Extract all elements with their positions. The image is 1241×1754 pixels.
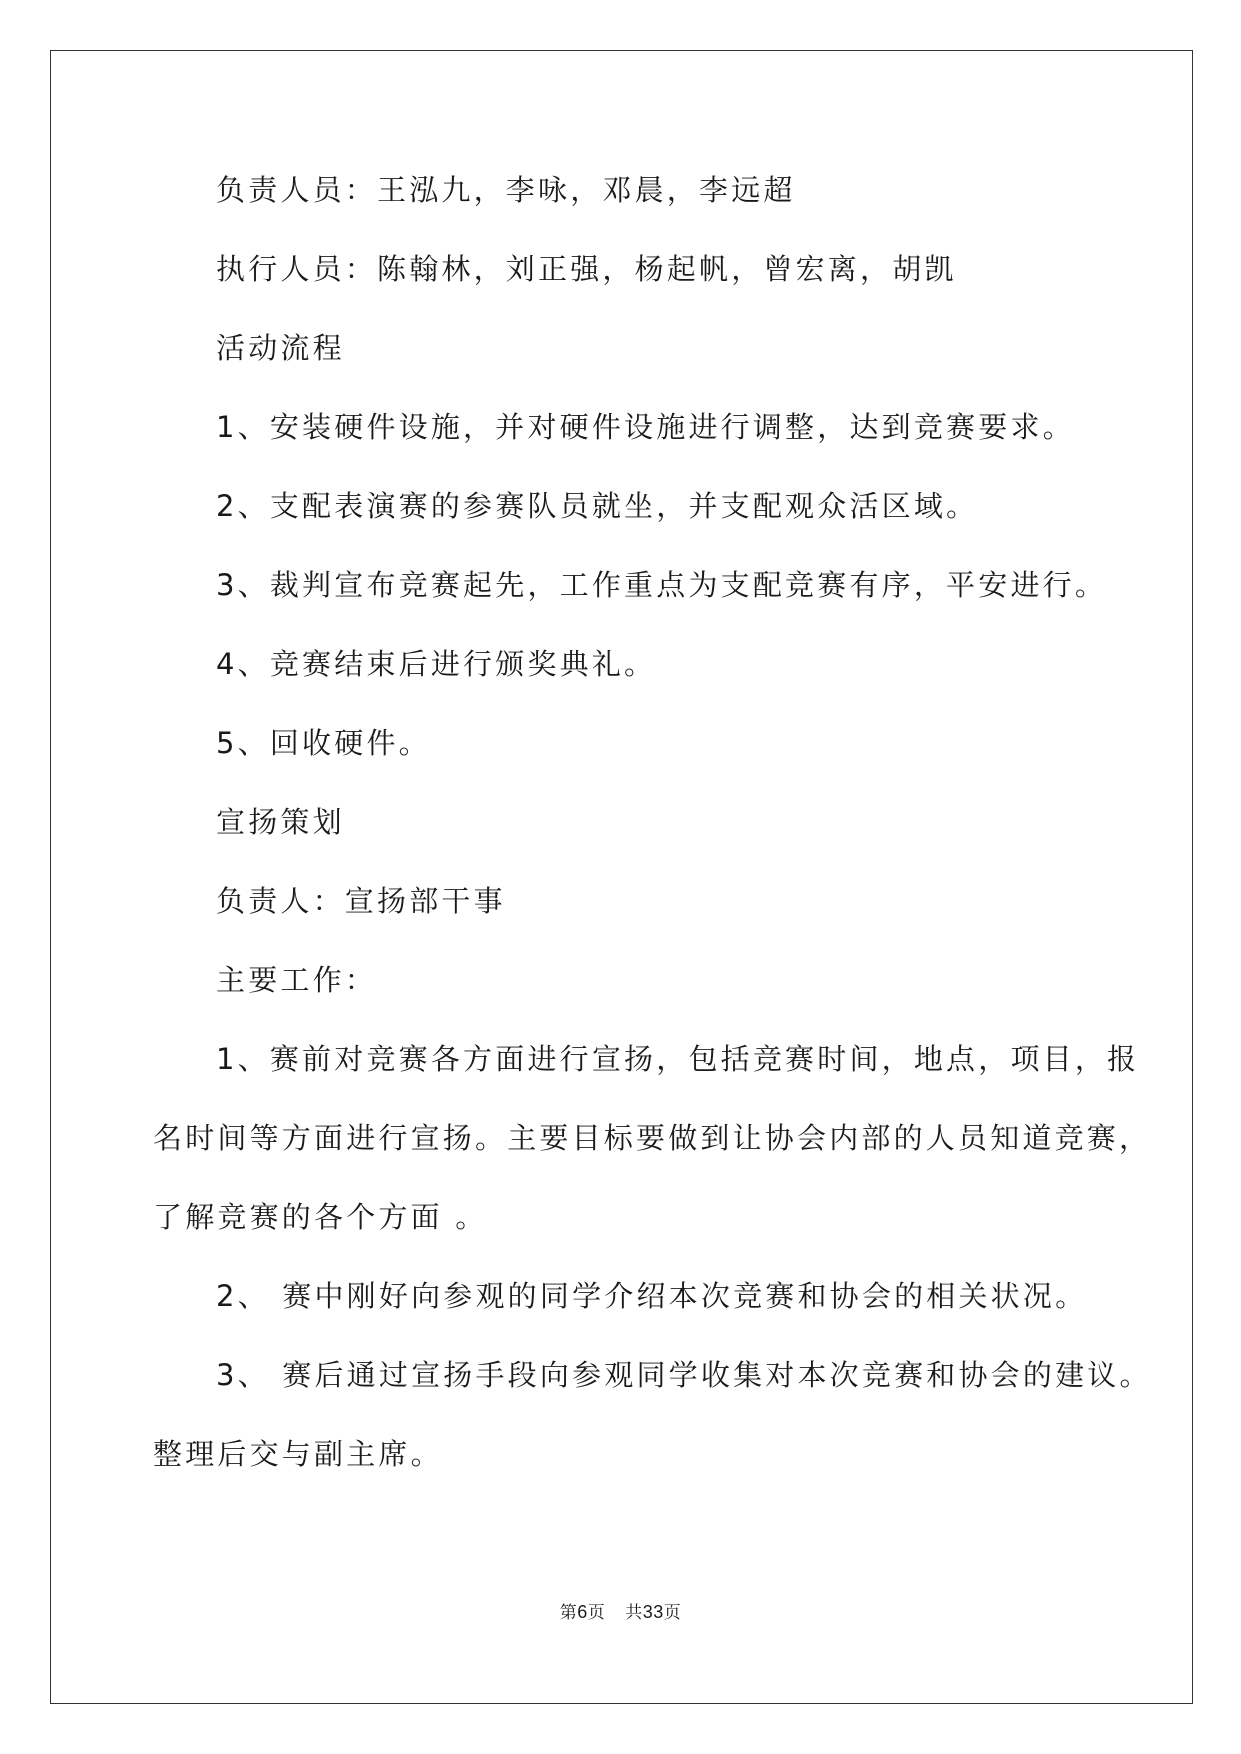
work-item-1-line-3: 了解竞赛的各个方面 。 <box>153 1200 488 1234</box>
responsible-staff-line: 负责人员：王泓九，李咏，邓晨，李远超 <box>216 173 796 207</box>
main-work-heading: 主要工作： <box>216 963 378 997</box>
page-prefix: 第 <box>559 1603 578 1623</box>
total-pages: 33 <box>642 1602 664 1622</box>
total-suffix: 页 <box>663 1603 682 1623</box>
executive-staff-line: 执行人员：陈翰林，刘正强，杨起帆，曾宏离，胡凯 <box>216 252 957 286</box>
work-item-3-line-2: 整理后交与副主席。 <box>153 1437 443 1471</box>
process-step-5: 5、回收硬件。 <box>216 726 431 760</box>
work-item-1-line-2: 名时间等方面进行宣扬。主要目标要做到让协会内部的人员知道竞赛， <box>153 1121 1152 1155</box>
process-step-3: 3、裁判宣布竞赛起先，工作重点为支配竞赛有序，平安进行。 <box>216 568 1108 602</box>
publicity-heading: 宣扬策划 <box>216 805 345 839</box>
process-step-2: 2、支配表演赛的参赛队员就坐，并支配观众活区域。 <box>216 489 979 523</box>
work-item-3-line-1: 3、 赛后通过宣扬手段向参观同学收集对本次竞赛和协会的建议。 <box>216 1358 1152 1392</box>
page-number: 6 <box>577 1602 588 1622</box>
page-suffix: 页 <box>587 1603 606 1623</box>
process-step-4: 4、竞赛结束后进行颁奖典礼。 <box>216 647 657 681</box>
work-item-1-line-1: 1、赛前对竞赛各方面进行宣扬，包括竞赛时间，地点，项目，报 <box>216 1042 1140 1076</box>
publicity-responsible-line: 负责人：宣扬部干事 <box>216 884 506 918</box>
total-prefix: 共 <box>625 1603 643 1623</box>
work-item-2: 2、 赛中刚好向参观的同学介绍本次竞赛和协会的相关状况。 <box>216 1279 1088 1313</box>
page-footer <box>0 1600 1241 1625</box>
process-step-1: 1、安装硬件设施，并对硬件设施进行调整，达到竞赛要求。 <box>216 410 1075 444</box>
activity-process-heading: 活动流程 <box>216 331 345 365</box>
